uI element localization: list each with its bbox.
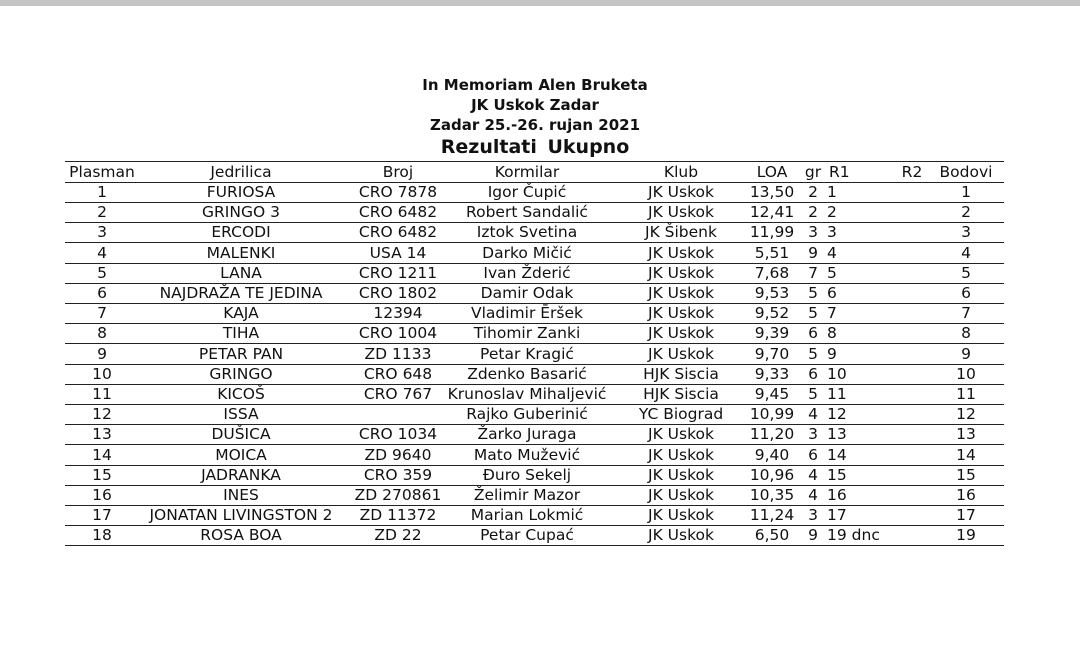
cell-broj: CRO 359 <box>363 465 433 484</box>
cell-jedrilica: DUŠICA <box>211 425 271 444</box>
cell-loa: 13,50 <box>749 183 795 201</box>
cell-r2 <box>899 424 925 444</box>
cell-jedrilica: GRINGO 3 <box>202 203 280 222</box>
cell-r2 <box>899 525 925 545</box>
cell-kormilar: Želimir Mazor <box>473 486 581 504</box>
cell-loa: 11,99 <box>749 223 795 242</box>
cell-r2 <box>899 263 925 283</box>
cell-broj: CRO 1211 <box>358 263 438 282</box>
cell-bodovi: 15 <box>956 465 976 484</box>
cell-broj: CRO 7878 <box>358 183 438 201</box>
cell-bodovi: 16 <box>956 486 976 504</box>
cell-gr: 5 <box>808 304 818 323</box>
cell-bodovi: 12 <box>956 405 976 424</box>
cell-plasman: 7 <box>97 304 107 323</box>
cell-klub: HJK Siscia <box>643 385 719 403</box>
cell-loa: 6,50 <box>754 526 790 545</box>
cell-bodovi: 3 <box>961 223 971 242</box>
cell-plasman: 5 <box>97 263 107 282</box>
cell-kormilar: Đuro Sekelj <box>482 465 572 484</box>
cell-loa: 9,33 <box>754 364 790 383</box>
cell-broj: CRO 1802 <box>358 284 438 302</box>
col-jedrilica: Jedrilica <box>210 163 272 181</box>
cell-kormilar: Robert Sandalić <box>466 203 588 222</box>
cell-kormilar: Petar Kragić <box>480 344 574 363</box>
table-row <box>65 445 1004 466</box>
results-title: Rezultati Ukupno <box>440 136 630 158</box>
event-title: In Memoriam Alen Bruketa <box>422 76 648 94</box>
organizer: JK Uskok Zadar <box>471 96 599 114</box>
table-row <box>65 283 1004 304</box>
cell-kormilar: Ivan Žderić <box>483 263 571 282</box>
table-row <box>65 222 1004 243</box>
cell-r2 <box>899 505 925 525</box>
cell-klub: JK Uskok <box>648 203 714 222</box>
cell-r1: 12 <box>827 405 847 424</box>
cell-jedrilica: KAJA <box>223 304 259 323</box>
cell-r2 <box>899 303 925 323</box>
cell-jedrilica: JADRANKA <box>201 465 281 484</box>
cell-broj: ZD 11372 <box>359 506 437 525</box>
cell-plasman: 6 <box>97 284 107 302</box>
cell-jedrilica: MALENKI <box>206 243 276 262</box>
cell-klub: JK Uskok <box>648 425 714 444</box>
cell-broj: CRO 1034 <box>358 425 438 444</box>
cell-gr: 3 <box>808 425 818 444</box>
cell-bodovi: 7 <box>961 304 971 323</box>
cell-loa: 9,39 <box>754 324 790 343</box>
col-r2: R2 <box>901 163 923 181</box>
cell-broj: 12394 <box>373 304 423 323</box>
cell-r1: 4 <box>827 243 837 262</box>
cell-loa: 9,70 <box>754 344 790 363</box>
cell-klub: JK Uskok <box>648 304 714 323</box>
cell-loa: 5,51 <box>754 243 790 262</box>
cell-kormilar: Rajko Guberinić <box>466 405 588 424</box>
cell-plasman: 13 <box>92 425 112 444</box>
cell-r1: 5 <box>827 263 837 282</box>
cell-bodovi: 5 <box>961 263 971 282</box>
cell-r2 <box>899 182 925 202</box>
cell-r1: 14 <box>827 445 847 464</box>
cell-klub: HJK Siscia <box>643 364 719 383</box>
cell-plasman: 12 <box>92 405 112 424</box>
cell-gr: 5 <box>808 344 818 363</box>
cell-plasman: 14 <box>92 445 112 464</box>
cell-r2 <box>899 384 925 404</box>
cell-broj: CRO 6482 <box>358 223 438 242</box>
col-kormilar: Kormilar <box>494 163 560 181</box>
cell-klub: YC Biograd <box>638 405 724 424</box>
cell-jedrilica: INES <box>223 486 259 504</box>
cell-plasman: 16 <box>92 486 112 504</box>
cell-jedrilica: PETAR PAN <box>198 344 284 363</box>
cell-plasman: 10 <box>92 364 112 383</box>
cell-gr: 2 <box>808 203 818 222</box>
table-row <box>65 303 1004 324</box>
table-header <box>65 161 1004 183</box>
cell-broj: ZD 22 <box>374 526 422 545</box>
cell-plasman: 17 <box>92 506 112 525</box>
cell-broj: ZD 270861 <box>354 486 442 504</box>
cell-r1: 16 <box>827 486 847 504</box>
cell-r1: 13 <box>827 425 847 444</box>
cell-r2 <box>899 283 925 303</box>
cell-klub: JK Uskok <box>648 284 714 302</box>
cell-loa: 10,99 <box>749 405 795 424</box>
cell-klub: JK Šibenk <box>645 223 717 242</box>
cell-kormilar: Igor Čupić <box>487 183 567 201</box>
cell-r1: 9 <box>827 344 837 363</box>
cell-bodovi: 8 <box>961 324 971 343</box>
cell-loa: 11,24 <box>749 506 795 525</box>
cell-jedrilica: NAJDRAŽA TE JEDINA <box>159 284 323 302</box>
col-loa: LOA <box>756 163 788 181</box>
cell-bodovi: 19 <box>956 526 976 545</box>
cell-plasman: 15 <box>92 465 112 484</box>
cell-plasman: 9 <box>97 344 107 363</box>
cell-loa: 9,40 <box>754 445 790 464</box>
cell-plasman: 4 <box>97 243 107 262</box>
table-row <box>65 202 1004 223</box>
cell-bodovi: 9 <box>961 344 971 363</box>
cell-bodovi: 14 <box>956 445 976 464</box>
table-row <box>65 323 1004 344</box>
cell-jedrilica: MOICA <box>215 445 267 464</box>
cell-r2 <box>899 323 925 343</box>
cell-klub: JK Uskok <box>648 486 714 504</box>
cell-gr: 4 <box>808 486 818 504</box>
cell-gr: 6 <box>808 445 818 464</box>
cell-gr: 6 <box>808 324 818 343</box>
cell-gr: 9 <box>808 526 818 545</box>
cell-bodovi: 1 <box>961 183 971 201</box>
cell-klub: JK Uskok <box>648 445 714 464</box>
cell-klub: JK Uskok <box>648 263 714 282</box>
cell-loa: 11,20 <box>749 425 795 444</box>
cell-kormilar: Krunoslav Mihaljević <box>447 385 607 403</box>
cell-broj: ZD 1133 <box>364 344 432 363</box>
cell-klub: JK Uskok <box>648 526 714 545</box>
cell-bodovi: 17 <box>956 506 976 525</box>
cell-r1: 7 <box>827 304 837 323</box>
col-r1: R1 <box>829 163 850 181</box>
cell-broj <box>343 404 453 424</box>
table-row <box>65 505 1004 526</box>
cell-klub: JK Uskok <box>648 344 714 363</box>
cell-plasman: 1 <box>97 183 107 201</box>
cell-r2 <box>899 243 925 263</box>
col-bodovi: Bodovi <box>939 163 993 181</box>
cell-r2 <box>899 465 925 485</box>
col-plasman: Plasman <box>69 163 135 181</box>
cell-bodovi: 6 <box>961 284 971 302</box>
cell-klub: JK Uskok <box>648 506 714 525</box>
cell-plasman: 3 <box>97 223 107 242</box>
cell-gr: 7 <box>808 263 818 282</box>
cell-broj: CRO 767 <box>363 385 433 403</box>
cell-gr: 9 <box>808 243 818 262</box>
cell-plasman: 2 <box>97 203 107 222</box>
top-border <box>0 0 1080 6</box>
cell-loa: 10,35 <box>749 486 795 504</box>
cell-broj: CRO 648 <box>363 364 433 383</box>
cell-broj: USA 14 <box>369 243 427 262</box>
cell-klub: JK Uskok <box>648 183 714 201</box>
cell-r1: 15 <box>827 465 847 484</box>
table-row <box>65 404 1004 425</box>
cell-kormilar: Iztok Svetina <box>476 223 578 242</box>
cell-plasman: 8 <box>97 324 107 343</box>
cell-jedrilica: KICOŠ <box>217 385 265 403</box>
cell-jedrilica: GRINGO <box>209 364 273 383</box>
cell-r1: 10 <box>827 364 847 383</box>
cell-kormilar: Mato Mužević <box>473 445 581 464</box>
cell-r2 <box>899 404 925 424</box>
table-row <box>65 243 1004 264</box>
cell-bodovi: 13 <box>956 425 976 444</box>
cell-r1: 8 <box>827 324 837 343</box>
cell-loa: 12,41 <box>749 203 795 222</box>
cell-r1: 2 <box>827 203 837 222</box>
cell-kormilar: Damir Odak <box>480 284 574 302</box>
event-date: Zadar 25.-26. rujan 2021 <box>429 116 641 134</box>
cell-jedrilica: ROSA BOA <box>200 526 282 545</box>
cell-klub: JK Uskok <box>648 243 714 262</box>
cell-jedrilica: ISSA <box>223 405 259 424</box>
cell-r1: 1 <box>827 183 837 201</box>
cell-r1: 6 <box>827 284 837 302</box>
cell-loa: 9,52 <box>754 304 790 323</box>
cell-plasman: 11 <box>92 385 112 403</box>
cell-gr: 4 <box>808 405 818 424</box>
cell-kormilar: Petar Cupać <box>480 526 574 545</box>
table-row <box>65 485 1004 506</box>
cell-broj: ZD 9640 <box>364 445 432 464</box>
cell-broj: CRO 1004 <box>358 324 438 343</box>
cell-kormilar: Darko Mičić <box>482 243 572 262</box>
cell-bodovi: 2 <box>961 203 971 222</box>
table-row <box>65 424 1004 445</box>
table-row <box>65 182 1004 203</box>
cell-broj: CRO 6482 <box>358 203 438 222</box>
cell-loa: 9,53 <box>754 284 790 302</box>
cell-bodovi: 4 <box>961 243 971 262</box>
table-row <box>65 344 1004 365</box>
col-broj: Broj <box>382 163 414 181</box>
cell-klub: JK Uskok <box>648 324 714 343</box>
table-row <box>65 384 1004 405</box>
cell-bodovi: 11 <box>956 385 976 403</box>
cell-gr: 3 <box>808 223 818 242</box>
cell-gr: 6 <box>808 364 818 383</box>
table-row <box>65 525 1004 546</box>
cell-loa: 9,45 <box>754 385 790 403</box>
cell-r2 <box>899 344 925 364</box>
cell-kormilar: Žarko Juraga <box>477 425 577 444</box>
cell-gr: 2 <box>808 183 818 201</box>
cell-jedrilica: ERCODI <box>211 223 271 242</box>
cell-gr: 3 <box>808 506 818 525</box>
col-gr: gr <box>804 163 822 181</box>
cell-r2 <box>899 222 925 242</box>
table-row <box>65 263 1004 284</box>
cell-r2 <box>899 445 925 465</box>
cell-kormilar: Tihomir Zanki <box>473 324 581 343</box>
table-row <box>65 465 1004 486</box>
cell-r1: 17 <box>827 506 847 525</box>
cell-gr: 4 <box>808 465 818 484</box>
cell-r1: 11 <box>827 385 847 403</box>
cell-r1: 19 dnc <box>827 526 880 545</box>
col-klub: Klub <box>663 163 699 181</box>
table-row <box>65 364 1004 385</box>
cell-jedrilica: LANA <box>220 263 262 282</box>
cell-klub: JK Uskok <box>648 465 714 484</box>
cell-r2 <box>899 485 925 505</box>
cell-r2 <box>899 364 925 384</box>
cell-jedrilica: FURIOSA <box>206 183 276 201</box>
cell-jedrilica: JONATAN LIVINGSTON 2 <box>149 506 333 525</box>
cell-kormilar: Marian Lokmić <box>470 506 584 525</box>
cell-gr: 5 <box>808 385 818 403</box>
cell-gr: 5 <box>808 284 818 302</box>
cell-jedrilica: TIHA <box>222 324 260 343</box>
cell-kormilar: Vladimir Ēršek <box>470 304 583 323</box>
cell-kormilar: Zdenko Basarić <box>467 364 587 383</box>
cell-r2 <box>899 202 925 222</box>
cell-loa: 10,96 <box>749 465 795 484</box>
cell-loa: 7,68 <box>754 263 790 282</box>
cell-bodovi: 10 <box>956 364 976 383</box>
cell-r1: 3 <box>827 223 837 242</box>
cell-plasman: 18 <box>92 526 112 545</box>
